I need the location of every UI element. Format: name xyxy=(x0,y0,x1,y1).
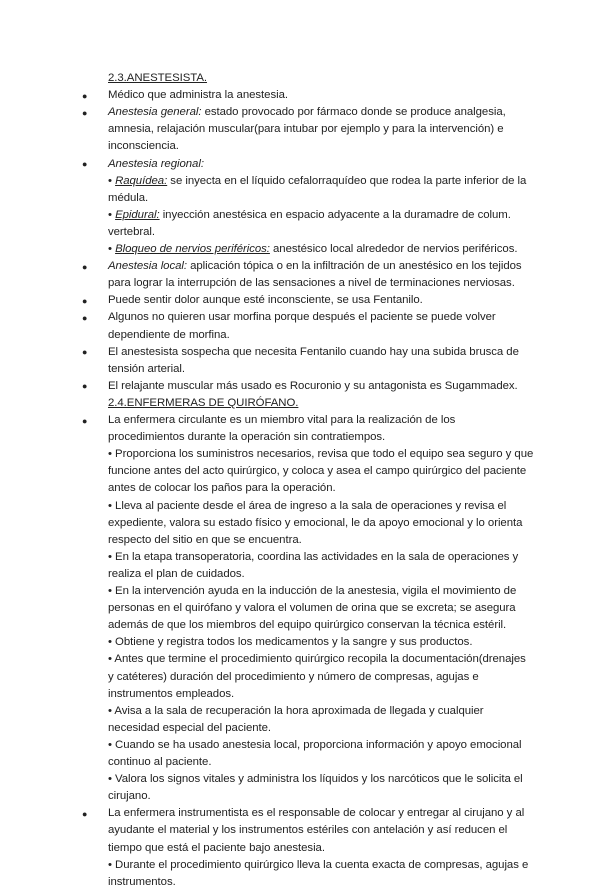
text-line xyxy=(108,771,523,787)
text-run: antes de colocar los paños para la operación. xyxy=(108,482,336,495)
text-run: • Obtiene y registra todos los medicamentos y la sangre y sus productos. xyxy=(108,636,473,649)
text-line xyxy=(108,378,518,394)
text-line xyxy=(108,549,518,565)
bullet-icon xyxy=(82,413,90,421)
text-run: Epidural: xyxy=(115,208,160,221)
text-line xyxy=(108,857,528,873)
text-run: El anestesista sospecha que necesita Fentanilo cuando hay una subida brusca de xyxy=(108,345,519,358)
text-run: personas en el quirófano y valora el volumen de orina que se excreta; se asegura xyxy=(108,602,516,615)
text-run: • xyxy=(108,174,116,187)
text-line xyxy=(108,190,148,206)
text-line xyxy=(108,207,511,223)
text-line xyxy=(108,805,524,821)
text-line xyxy=(108,480,336,496)
text-run: instrumentos empleados. xyxy=(108,687,235,700)
text-line xyxy=(108,446,533,462)
text-run: aplicación tópica o en la infiltración de un anestésico en los tejidos xyxy=(186,260,522,273)
text-run: • En la intervención ayuda en la inducción de la anestesia, vigila el movimiento de xyxy=(108,585,517,597)
bullet-icon xyxy=(82,293,90,301)
bullet-icon xyxy=(82,310,90,318)
text-run: El relajante muscular más usado es Rocuronio y su antagonista es Sugammadex. xyxy=(108,379,518,392)
text-run: Anestesia general: xyxy=(108,106,202,119)
text-run: Anestesia local: xyxy=(108,260,187,273)
text-run: • Proporciona los suministros necesarios, revisa que todo el equipo sea seguro y que xyxy=(108,448,534,461)
text-line xyxy=(108,173,526,189)
text-line xyxy=(108,583,516,599)
text-run: procedimientos durante la operación sin contratiempos. xyxy=(108,431,386,444)
text-run: • Durante el procedimiento quirúrgico lleva la cuenta exacta de compresas, agujas e xyxy=(108,858,529,871)
text-run: ayudante el material y los instrumentos estériles con antelación y así reducen el xyxy=(108,824,508,837)
bullet-icon xyxy=(82,378,90,386)
text-run: • xyxy=(108,208,116,221)
text-line xyxy=(108,669,479,685)
text-run: La enfermera circulante es un miembro vital para la realización de los xyxy=(108,414,456,426)
text-run: Algunos no quieren usar morfina porque después el paciente se puede volver xyxy=(108,311,496,324)
text-line xyxy=(108,241,517,257)
text-line xyxy=(108,344,519,360)
bullet-icon xyxy=(82,156,90,164)
text-line xyxy=(108,703,484,719)
text-line xyxy=(108,87,288,103)
text-run: inconsciencia. xyxy=(108,140,179,153)
text-line xyxy=(108,258,522,274)
text-line xyxy=(108,104,506,120)
text-line xyxy=(108,874,176,890)
text-run: Raquídea: xyxy=(115,174,168,187)
text-run: continuo al paciente. xyxy=(108,756,212,768)
text-run: se inyecta en el líquido cefalorraquídeo que rodea la parte inferior de la xyxy=(167,174,527,187)
text-line xyxy=(108,156,204,172)
bullet-icon xyxy=(82,105,90,113)
section-heading: 2.3.ANESTESISTA. xyxy=(108,72,208,84)
text-line xyxy=(108,224,155,240)
text-run: Puede sentir dolor aunque esté inconsciente, se usa Fentanilo. xyxy=(108,294,423,307)
text-line xyxy=(108,754,211,770)
text-line xyxy=(108,463,526,479)
bullet-icon xyxy=(82,806,90,814)
text-line xyxy=(108,686,234,702)
text-line xyxy=(108,309,496,325)
text-run: • xyxy=(108,243,116,255)
text-run: amnesia, relajación muscular(para intubar por ejemplo y para la intervención) e xyxy=(108,123,504,136)
text-line xyxy=(108,822,507,838)
text-run: dependiente de morfina. xyxy=(108,328,230,341)
text-line xyxy=(108,566,245,582)
text-line xyxy=(108,275,515,291)
bullet-icon xyxy=(82,88,90,96)
text-run: respecto del sitio en que se encuentra. xyxy=(108,533,302,546)
text-line xyxy=(108,788,151,804)
text-run: necesidad especial del paciente. xyxy=(108,721,272,734)
text-run: Médico que administra la anestesia. xyxy=(108,89,288,102)
text-run: Anestesia regional: xyxy=(108,157,204,170)
text-line xyxy=(108,634,472,650)
text-line xyxy=(108,327,230,343)
text-run: • Valora los signos vitales y administra los líquidos y los narcóticos que le solicita el xyxy=(108,773,523,786)
text-line xyxy=(108,292,423,308)
text-line xyxy=(108,737,522,753)
text-line xyxy=(108,429,385,445)
text-run: • En la etapa transoperatoria, coordina las actividades en la sala de operaciones y xyxy=(108,550,519,563)
text-run: La enfermera instrumentista es el responsable de colocar y entregar al cirujano y al xyxy=(108,807,525,820)
text-run: tiempo que está el paciente bajo anestesia. xyxy=(108,841,325,854)
text-run: médula. xyxy=(108,191,149,204)
text-run: además de que los miembros del equipo quirúrgico conservan la técnica estéril. xyxy=(108,619,507,632)
text-line xyxy=(108,498,506,514)
bullet-icon xyxy=(82,259,90,267)
text-line xyxy=(108,515,522,531)
text-line xyxy=(108,651,526,667)
text-run: funcione antes del acto quirúrgico, y coloca y asea el campo quirúrgico del paciente xyxy=(108,465,527,478)
text-run: estado provocado por fármaco donde se produce analgesia, xyxy=(201,106,506,119)
text-run: y catéteres) duración del procedimiento y número de compresas, agujas e xyxy=(108,670,479,683)
text-line xyxy=(108,138,179,154)
text-run: expediente, valora su estado físico y emocional, le da apoyo emocional y lo orienta xyxy=(108,516,523,529)
text-run: • Antes que termine el procedimiento quirúrgico recopila la documentación(drenajes xyxy=(108,653,526,666)
text-run: instrumentos. xyxy=(108,875,176,888)
text-run: cirujano. xyxy=(108,790,151,803)
text-line xyxy=(108,412,455,428)
text-run: realiza el plan de cuidados. xyxy=(108,567,245,580)
text-line xyxy=(108,600,516,616)
text-run: tensión arterial. xyxy=(108,362,186,375)
text-run: Bloqueo de nervios periféricos: xyxy=(115,243,270,255)
text-line xyxy=(108,720,271,736)
text-line xyxy=(108,532,302,548)
text-run: • Cuando se ha usado anestesia local, proporciona información y apoyo emocional xyxy=(108,738,522,751)
text-line xyxy=(108,361,185,377)
text-run: anestésico local alrededor de nervios periféricos. xyxy=(269,243,518,255)
text-run: para lograr la interrupción de las sensaciones a nivel de terminaciones nerviosas. xyxy=(108,277,515,290)
bullet-icon xyxy=(82,344,90,352)
text-run: • Avisa a la sala de recuperación la hora aproximada de llegada y cualquier xyxy=(108,704,484,717)
text-line xyxy=(108,121,504,137)
text-run: inyección anestésica en espacio adyacente a la duramadre de colum. xyxy=(159,208,511,221)
text-run: vertebral. xyxy=(108,225,155,238)
section-heading: 2.4.ENFERMERAS DE QUIRÓFANO. xyxy=(108,396,299,409)
text-run: • Lleva al paciente desde el área de ingreso a la sala de operaciones y revisa el xyxy=(108,499,507,512)
text-line xyxy=(108,617,506,633)
